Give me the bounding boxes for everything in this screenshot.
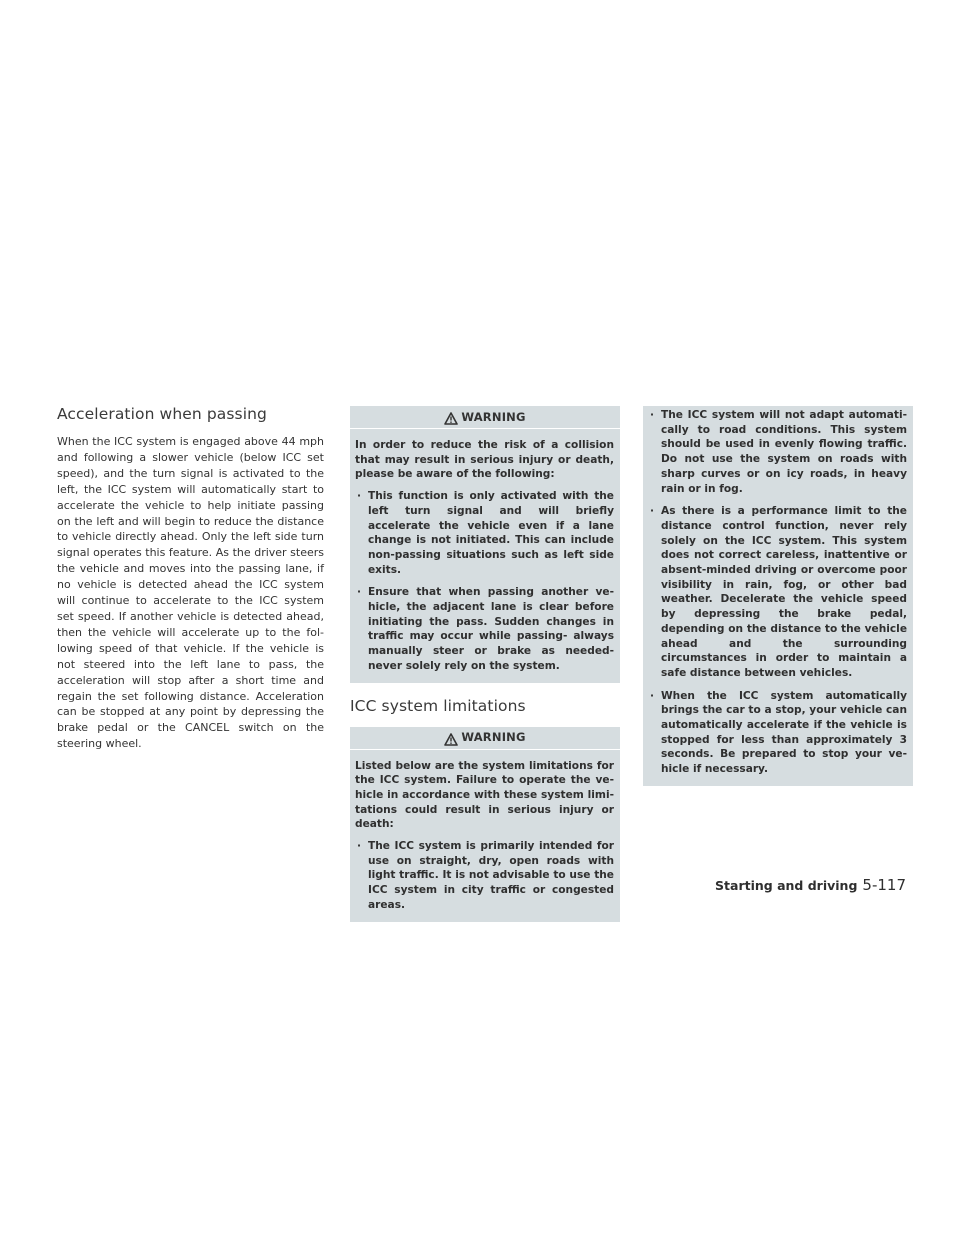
warning-box-limitations-continued bbox=[643, 406, 913, 786]
warning-item: · This function is only activated with the left turn signal and will briefly accelerate the vehicle even if a lane change is not initiated. This can include non-passing situations such as left side exits. bbox=[355, 489, 614, 577]
acceleration-paragraph: When the ICC system is engaged above 44 mph and following a slower vehicle (below ICC set speed), and the turn signal is activated to the left, the ICC system will automatically start to accelerate the vehicle to help initiate passing on the left and will begin to reduce the distance to vehicle directly ahead. Only the left side turn signal operates this feature. As the driver steers the vehicle and moves into the passing lane, if no vehicle is detected ahead the ICC system will continue to accelerate to the ICC system set speed. If another vehicle is detected ahead, then the vehicle will accelerate up to the following speed of that vehicle. If the vehicle is not steered into the left lane to pass, the acceleration will stop after a short time and regain the set following distance. Acceleration can be stopped at any point by depressing the brake pedal or the CANCEL switch on the steering wheel. bbox=[57, 435, 324, 751]
warning-triangle-icon bbox=[444, 731, 458, 744]
warning-header bbox=[350, 727, 620, 750]
warning-list bbox=[648, 408, 907, 777]
warning-item: · The ICC system is primarily intended for use on straight, dry, open roads with light traffic. It is not advisable to use the ICC system in city traffic or congested areas. bbox=[355, 839, 614, 913]
warning-item: · Ensure that when passing another vehicle, the adjacent lane is clear before initiating the pass. Sudden changes in traffic may occur while passing- always manually steer or brake as needed- never solely rely on the system. bbox=[355, 585, 614, 673]
section-heading-acceleration: Acceleration when passing bbox=[57, 405, 267, 423]
middle-column bbox=[350, 406, 620, 922]
warning-title: WARNING bbox=[461, 730, 526, 745]
warning-box-passing bbox=[350, 406, 620, 683]
footer-section-title: Starting and driving bbox=[715, 878, 858, 893]
page-number: 5-117 bbox=[862, 876, 906, 894]
warning-title: WARNING bbox=[461, 409, 526, 424]
left-column bbox=[57, 405, 324, 752]
warning-item: · The ICC system will not adapt automatically to road conditions. This system should be used in evenly flowing traffic. Do not use the system on roads with sharp curves or on icy roads, in heavy rain or in fog. bbox=[648, 408, 907, 496]
warning-intro: Listed below are the system limitations for the ICC system. Failure to operate the vehicle in accordance with these system limitations could result in serious injury or death: bbox=[355, 759, 614, 831]
warning-triangle-icon bbox=[444, 410, 458, 423]
warning-item: · As there is a performance limit to the distance control function, never rely solely on the ICC system. This system does not correct careless, inattentive or absent-minded driving or overcome poor visibility in rain, fog, or other bad weather. Decelerate the vehicle speed by depressing the brake pedal, depending on the distance to the vehicle ahead and the surrounding circumstances in order to maintain a safe distance between vehicles. bbox=[648, 504, 907, 680]
warning-list bbox=[355, 489, 614, 673]
warning-item: · When the ICC system automatically brings the car to a stop, your vehicle can automatically accelerate if the vehicle is stopped for less than approximately 3 seconds. Be prepared to stop your vehicle if necessary. bbox=[648, 689, 907, 777]
right-column bbox=[643, 406, 913, 786]
warning-intro: In order to reduce the risk of a collision that may result in serious injury or death, please be aware of the following: bbox=[355, 439, 614, 481]
page-footer bbox=[715, 876, 906, 894]
warning-box-limitations bbox=[350, 727, 620, 922]
section-heading-limitations: ICC system limitations bbox=[350, 696, 526, 715]
warning-list bbox=[355, 839, 614, 913]
warning-header bbox=[350, 406, 620, 429]
